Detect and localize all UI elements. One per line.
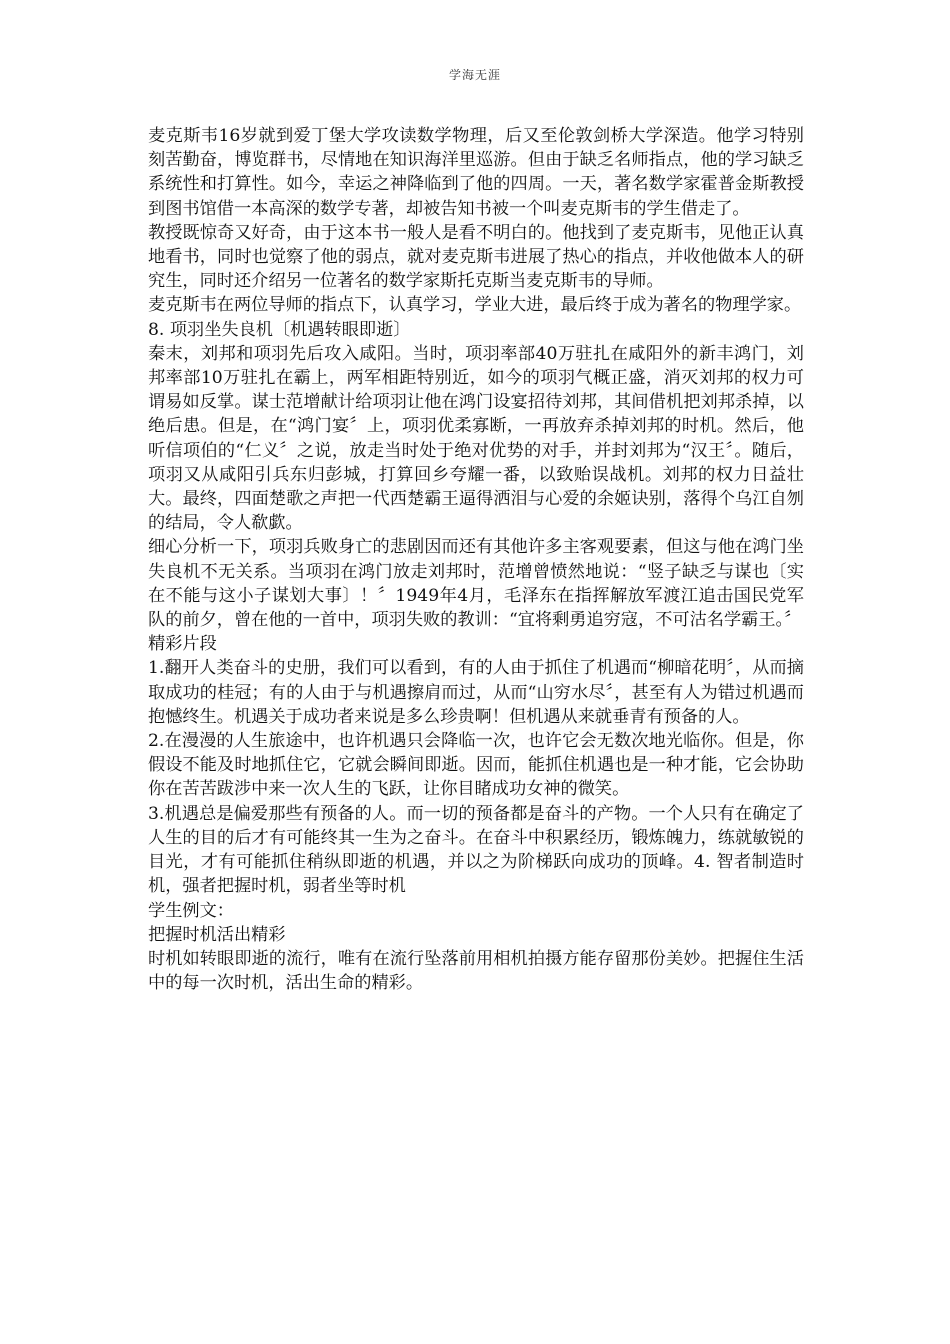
paragraph-maxwell-professor: 教授既惊奇又好奇，由于这本书一般人是看不明白的。他找到了麦克斯韦，见他正认真地看书，同时也觉察了他的弱点，就对麦克斯韦进展了热心的指点，并收他做本人的研究生，同时还介绍另一位著名的数学家斯托克斯当麦克斯韦的导师。 xyxy=(148,222,804,292)
excerpt-item-1: 1.翻开人类奋斗的史册，我们可以看到，有的人由于抓住了机遇而“柳暗花明〞，从而摘取成功的桂冠；有的人由于与机遇擦肩而过，从而“山穷水尽〞，甚至有人为错过机遇而抱憾终生。机遇关于成功者来说是多么珍贵啊！但机遇从来就垂青有预备的人。 xyxy=(148,658,804,727)
page-header: 学海无涯 xyxy=(448,68,501,82)
section-heading-excerpts: 精彩片段 xyxy=(148,634,217,655)
essay-paragraph: 时机如转眼即逝的流行，唯有在流行坠落前用相机拍摄方能存留那份美妙。把握住生活中的每一次时机，活出生命的精彩。 xyxy=(148,948,804,994)
excerpt-item-3: 3.机遇总是偏爱那些有预备的人。而一切的预备都是奋斗的产物。一个人只有在确定了人生的目的后才有可能终其一生为之奋斗。在奋斗中积累经历，锻炼魄力，练就敏锐的目光，才有可能抓住稍纵即逝的机遇，并以之为阶梯跃向成功的顶峰。4. 智者制造时机，强者把握时机，弱者坐等时机 xyxy=(148,803,804,897)
section-heading-xiangyu: 8. 项羽坐失良机〔机遇转眼即逝〕 xyxy=(148,319,411,340)
paragraph-maxwell-result: 麦克斯韦在两位导师的指点下，认真学习，学业大进，最后终于成为著名的物理学家。 xyxy=(148,295,802,316)
paragraph-maxwell-intro: 麦克斯韦16岁就到爱丁堡大学攻读数学物理，后又至伦敦剑桥大学深造。他学习特别刻苦勤奋，博览群书，尽情地在知识海洋里巡游。但由于缺乏名师指点，他的学习缺乏系统性和打算性。如今，幸运之神降临到了他的四周。一天，著名数学家霍普金斯教授到图书馆借一本高深的数学专著，却被告知书被一个叫麦克斯韦的学生借走了。 xyxy=(148,126,804,219)
paragraph-xiangyu-analysis: 细心分析一下，项羽兵败身亡的悲剧因而还有其他许多主客观要素，但这与他在鸿门坐失良机不无关系。当项羽在鸿门放走刘邦时，范增曾愤然地说：“竖子缺乏与谋也〔实在不能与这小子谋划大事〕！〞1949年4月，毛泽东在指挥解放军渡江追击国民党军队的前夕，曾在他的一首中，项羽失败的教训：“宜将剩勇追穷寇，不可沽名学霸王。〞 xyxy=(148,537,804,631)
section-heading-student-essay: 学生例文： xyxy=(148,900,234,921)
essay-title: 把握时机活出精彩 xyxy=(148,924,286,945)
document-body xyxy=(148,124,804,995)
excerpt-item-2: 2.在漫漫的人生旅途中，也许机遇只会降临一次，也许它会无数次地光临你。但是，你假设不能及时地抓住它，它就会瞬间即逝。因而，能抓住机遇也是一种才能，它会协助你在苦苦跋涉中来一次人生的飞跃，让你目睹成功女神的微笑。 xyxy=(148,731,804,800)
paragraph-xiangyu-story: 秦末，刘邦和项羽先后攻入咸阳。当时，项羽率部40万驻扎在咸阳外的新丰鸿门，刘邦率部10万驻扎在霸上，两军相距特别近，如今的项羽气概正盛，消灭刘邦的权力可谓易如反掌。谋士范增献计给项羽让他在鸿门设宴招待刘邦，其间借机把刘邦杀掉，以绝后患。但是，在“鸿门宴〞上，项羽优柔寡断，一再放弃杀掉刘邦的时机。然后，他听信项伯的“仁义〞之说，放走当时处于绝对优势的对手，并封刘邦为“汉王〞。随后，项羽又从咸阳引兵东归彭城，打算回乡夸耀一番，以致贻误战机。刘邦的权力日益壮大。最终，四面楚歌之声把一代西楚霸王逼得洒泪与心爱的余姬诀别，落得个乌江自刎的结局，令人欷歔。 xyxy=(148,343,804,534)
